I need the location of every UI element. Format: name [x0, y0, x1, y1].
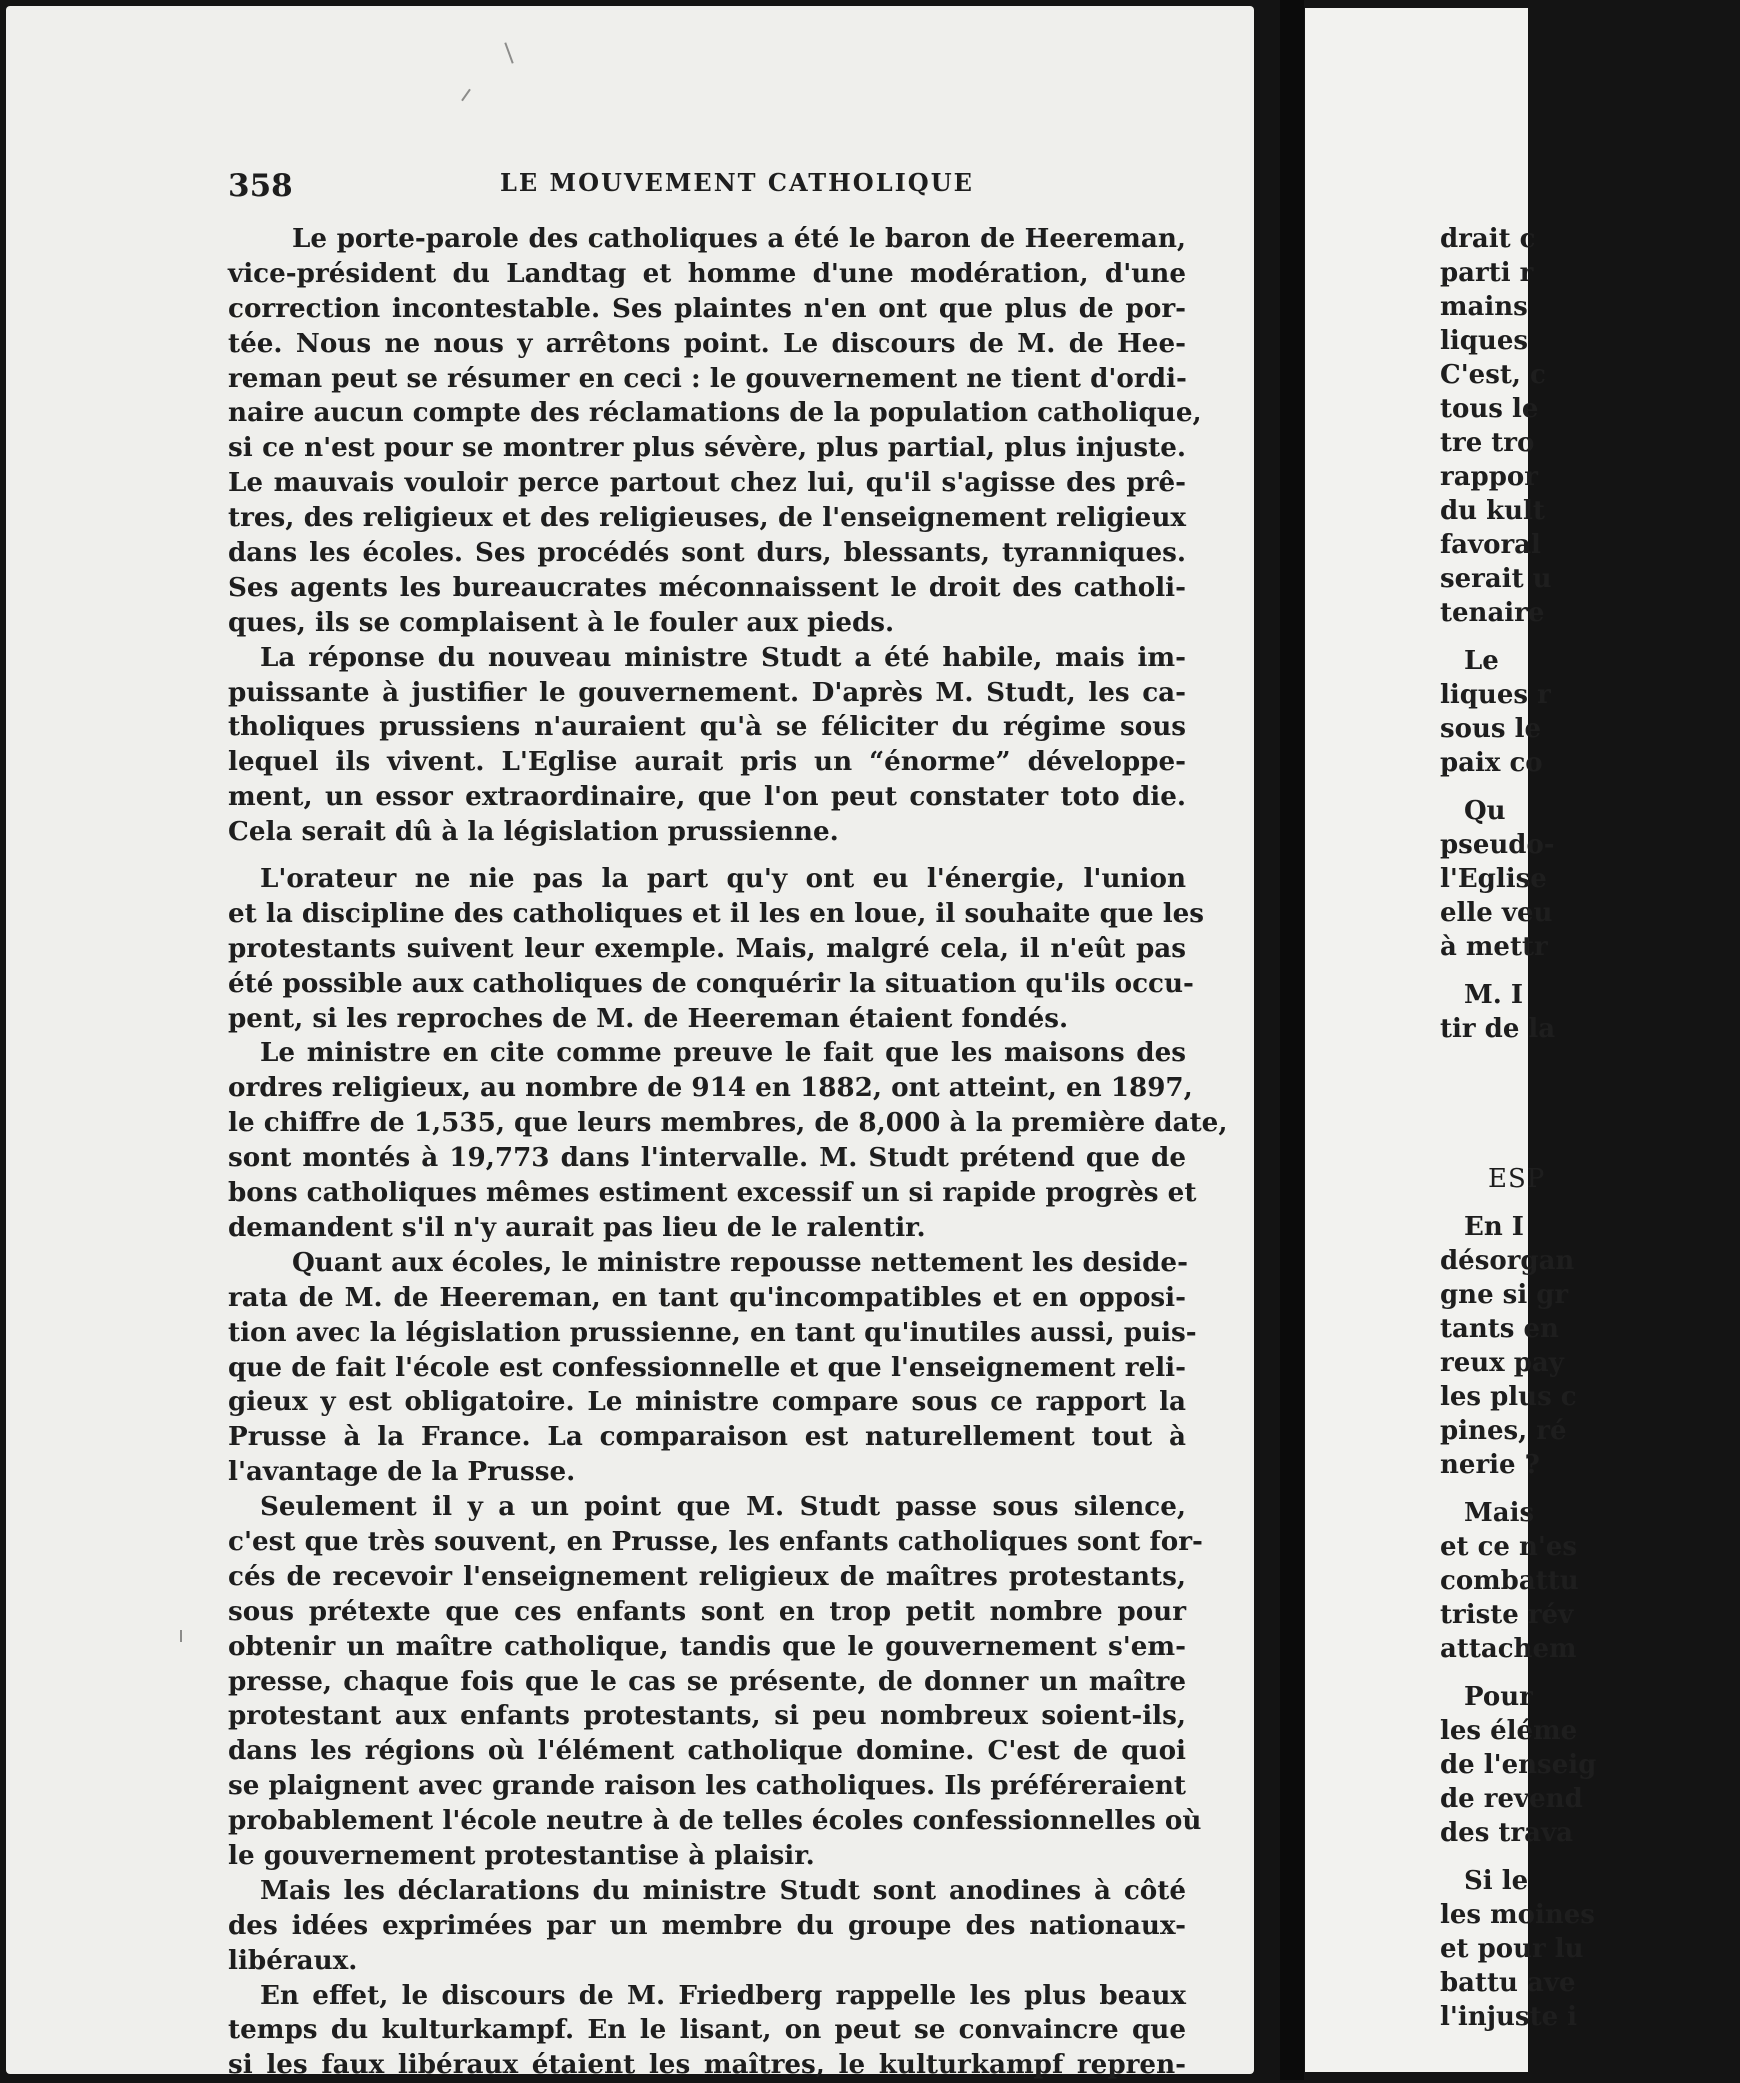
- text-line-fragment: l'injuste i: [1440, 2002, 1578, 2032]
- text-line: protestants suivent leur exemple. Mais, malgré cela, il n'eût pas: [228, 932, 1186, 964]
- text-line-fragment: et pour lu: [1440, 1934, 1584, 1964]
- text-line-fragment: drait c: [1440, 224, 1536, 254]
- text-line: protestant aux enfants protestants, si peu nombreux soient-ils,: [228, 1700, 1186, 1732]
- text-line: L'orateur ne nie pas la part qu'y ont eu l'énergie, l'union: [260, 863, 1186, 895]
- text-line-fragment: pseudo-: [1440, 830, 1555, 860]
- text-line: rata de M. de Heereman, en tant qu'incompatibles et en opposi-: [228, 1281, 1186, 1313]
- text-line: La réponse du nouveau ministre Studt a été habile, mais im-: [260, 641, 1186, 673]
- text-line-fragment: à mettr: [1440, 932, 1548, 962]
- text-line: lequel ils vivent. L'Eglise aurait pris un “énorme” développe-: [228, 746, 1186, 778]
- text-line: que de fait l'école est confessionnelle et que l'enseignement reli-: [228, 1351, 1186, 1383]
- text-line-fragment: les moines: [1440, 1900, 1595, 1930]
- text-line: obtenir un maître catholique, tandis que le gouvernement s'em-: [228, 1630, 1186, 1662]
- body-text: [228, 222, 1228, 2083]
- text-line-fragment: de l'enseig: [1440, 1750, 1597, 1780]
- text-line: et la discipline des catholiques et il les en loue, il souhaite que les: [228, 897, 1205, 929]
- text-line: bons catholiques mêmes estiment excessif un si rapide progrès et: [228, 1177, 1197, 1209]
- text-line: temps du kulturkampf. En le lisant, on peut se convaincre que: [228, 2014, 1186, 2046]
- text-line-fragment: des trava: [1440, 1818, 1573, 1848]
- text-line-fragment: liques r: [1440, 680, 1551, 710]
- text-line-fragment: Mais: [1464, 1498, 1535, 1528]
- text-line-fragment: M. I: [1464, 980, 1524, 1010]
- text-line: cés de recevoir l'enseignement religieux de maîtres protestants,: [228, 1560, 1186, 1592]
- text-line-fragment: tenaire: [1440, 598, 1545, 628]
- text-line-fragment: désorgan: [1440, 1246, 1575, 1276]
- text-line: si les faux libéraux étaient les maîtres, le kulturkampf repren-: [228, 2049, 1186, 2081]
- text-line: dans les régions où l'élément catholique domine. C'est de quoi: [228, 1735, 1186, 1767]
- text-line: tres, des religieux et des religieuses, de l'enseignement religieux: [228, 502, 1186, 534]
- text-line: tion avec la législation prussienne, en tant qu'inutiles aussi, puis-: [228, 1316, 1197, 1348]
- scan-mark: [180, 1630, 182, 1642]
- text-line: si ce n'est pour se montrer plus sévère, plus partial, plus injuste.: [228, 432, 1186, 464]
- text-line: Le mauvais vouloir perce partout chez lui, qu'il s'agisse des prê-: [228, 467, 1186, 499]
- text-line-fragment: C'est, c: [1440, 360, 1546, 390]
- text-line-fragment: En I: [1464, 1212, 1524, 1242]
- text-line-fragment: triste rév: [1440, 1600, 1574, 1630]
- text-line: reman peut se résumer en ceci : le gouvernement ne tient d'ordi-: [228, 362, 1187, 394]
- text-line-fragment: paix co: [1440, 748, 1543, 778]
- text-line: ques, ils se complaisent à le fouler aux pieds.: [228, 606, 895, 638]
- text-line-fragment: nerie ?: [1440, 1450, 1540, 1480]
- text-line-fragment: sous le: [1440, 714, 1541, 744]
- text-line-fragment: pines, ré: [1440, 1416, 1567, 1446]
- text-line: sont montés à 19,773 dans l'intervalle. M. Studt prétend que de: [228, 1142, 1186, 1174]
- text-line: presse, chaque fois que le cas se présente, de donner un maître: [228, 1665, 1186, 1697]
- text-line: Ses agents les bureaucrates méconnaissent le droit des catholi-: [228, 571, 1186, 603]
- text-line-fragment: Le: [1464, 646, 1499, 676]
- text-line: gieux y est obligatoire. Le ministre compare sous ce rapport la: [228, 1386, 1186, 1418]
- right-page-text: [1440, 222, 1740, 2034]
- text-line: c'est que très souvent, en Prusse, les enfants catholiques sont for-: [228, 1525, 1203, 1557]
- text-line-fragment: tre tro: [1440, 428, 1535, 458]
- text-line-fragment: de revend: [1440, 1784, 1583, 1814]
- text-line: ment, un essor extraordinaire, que l'on peut constater toto die.: [228, 781, 1186, 813]
- text-line: vice-président du Landtag et homme d'une modération, d'une: [228, 257, 1186, 289]
- text-line: Prusse à la France. La comparaison est naturellement tout à: [228, 1421, 1186, 1453]
- text-line: Le porte-parole des catholiques a été le baron de Heereman,: [292, 223, 1186, 254]
- text-line: des idées exprimées par un membre du groupe des nationaux-: [228, 1909, 1186, 1941]
- text-line-fragment: attachem: [1440, 1634, 1577, 1664]
- text-line-fragment: rappor: [1440, 462, 1538, 492]
- text-line: le chiffre de 1,535, que leurs membres, de 8,000 à la première date,: [228, 1107, 1228, 1139]
- text-line: le gouvernement protestantise à plaisir.: [228, 1839, 815, 1871]
- text-line: été possible aux catholiques de conquérir la situation qu'ils occu-: [228, 967, 1194, 999]
- text-line-fragment: battu ave: [1440, 1968, 1576, 1998]
- text-line: pent, si les reproches de M. de Heereman étaient fondés.: [228, 1002, 1069, 1034]
- text-line: Le ministre en cite comme preuve le fait que les maisons des: [260, 1037, 1186, 1069]
- text-line-fragment: l'Eglise: [1440, 864, 1547, 894]
- text-line: probablement l'école neutre à de telles écoles confessionnelles où: [228, 1805, 1202, 1837]
- text-line: En effet, le discours de M. Friedberg rappelle les plus beaux: [260, 1979, 1186, 2011]
- text-line-fragment: favoral: [1440, 530, 1541, 560]
- text-line-fragment: parti r: [1440, 258, 1534, 288]
- text-line: Quant aux écoles, le ministre repousse nettement les deside-: [292, 1246, 1188, 1278]
- text-line-fragment: Si le: [1464, 1866, 1529, 1896]
- text-line-fragment: serait u: [1440, 564, 1552, 594]
- text-line-fragment: Pour: [1464, 1682, 1533, 1712]
- text-line: se plaignent avec grande raison les catholiques. Ils préféreraient: [228, 1770, 1186, 1802]
- text-line: l'avantage de la Prusse.: [228, 1456, 576, 1488]
- text-line-fragment: liques: [1440, 326, 1529, 356]
- page-number: 358: [228, 168, 293, 204]
- text-line-fragment: du kult: [1440, 496, 1545, 526]
- text-line: ordres religieux, au nombre de 914 en 1882, ont atteint, en 1897,: [228, 1072, 1193, 1104]
- text-line-fragment: tants en: [1440, 1314, 1559, 1344]
- text-line-fragment: et ce n'es: [1440, 1532, 1578, 1562]
- text-line: tée. Nous ne nous y arrêtons point. Le discours de M. de Hee-: [228, 327, 1186, 359]
- text-line-fragment: reux pay: [1440, 1348, 1564, 1378]
- text-line-fragment: mains: [1440, 292, 1528, 322]
- book-gutter: [1280, 0, 1304, 2080]
- text-line: Seulement il y a un point que M. Studt passe sous silence,: [260, 1491, 1186, 1523]
- text-line-fragment: combattu: [1440, 1566, 1579, 1596]
- text-line: correction incontestable. Ses plaintes n'en ont que plus de por-: [228, 292, 1186, 324]
- text-line: dans les écoles. Ses procédés sont durs, blessants, tyranniques.: [228, 537, 1186, 569]
- text-line-fragment: tous le: [1440, 394, 1539, 424]
- text-line-fragment: tir de la: [1440, 1014, 1556, 1044]
- text-line-fragment: les plus c: [1440, 1382, 1577, 1412]
- text-line: tholiques prussiens n'auraient qu'à se féliciter du régime sous: [228, 711, 1186, 743]
- running-head: LE MOUVEMENT CATHOLIQUE: [500, 168, 974, 197]
- text-line-fragment: elle veu: [1440, 898, 1553, 928]
- text-line: puissante à justifier le gouvernement. D'après M. Studt, les ca-: [228, 676, 1186, 708]
- text-line: Cela serait dû à la législation prussienne.: [228, 816, 839, 848]
- text-line-fragment: ESP: [1488, 1164, 1546, 1194]
- text-line: sous prétexte que ces enfants sont en trop petit nombre pour: [228, 1595, 1186, 1627]
- text-line-fragment: les éléme: [1440, 1716, 1578, 1746]
- text-line: naire aucun compte des réclamations de la population catholique,: [228, 397, 1202, 429]
- text-line-fragment: Qu: [1464, 796, 1506, 826]
- text-line-fragment: gne si gr: [1440, 1280, 1569, 1310]
- text-line: demandent s'il n'y aurait pas lieu de le ralentir.: [228, 1211, 926, 1243]
- text-line: Mais les déclarations du ministre Studt sont anodines à côté: [260, 1874, 1186, 1906]
- text-line: libéraux.: [228, 1944, 358, 1976]
